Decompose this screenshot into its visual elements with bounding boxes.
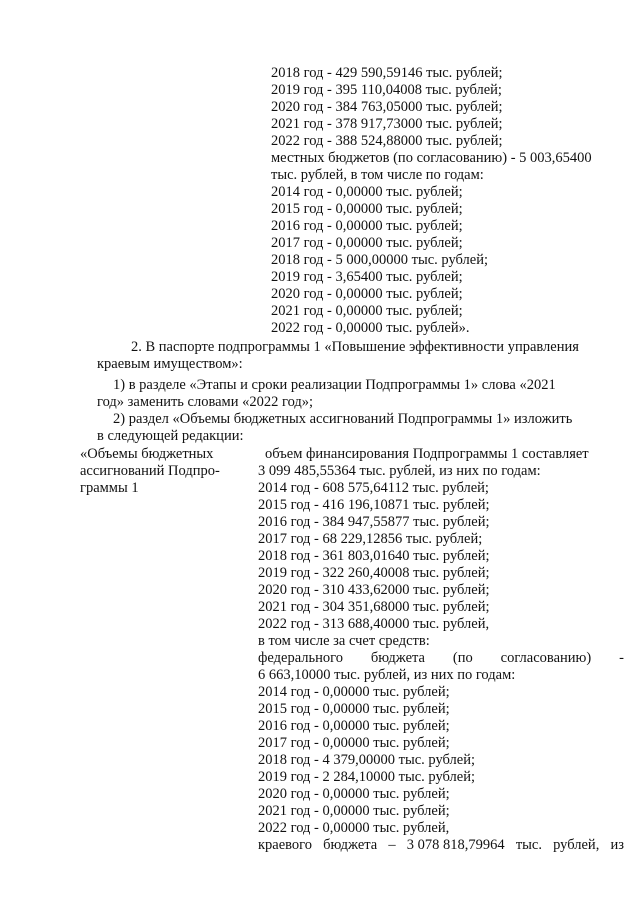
total-financing-line2: 3 099 485,55364 тыс. рублей, из них по годам: bbox=[258, 463, 541, 479]
regional-budget-line bbox=[258, 837, 624, 854]
local-year-line: 2020 год - 0,00000 тыс. рублей; bbox=[271, 286, 463, 302]
table-label-line: «Объемы бюджетных bbox=[80, 446, 214, 462]
federal-year-line: 2015 год - 0,00000 тыс. рублей; bbox=[258, 701, 450, 717]
local-year-line: 2022 год - 0,00000 тыс. рублей». bbox=[271, 320, 470, 336]
sources-intro: в том числе за счет средств: bbox=[258, 633, 430, 649]
total-year-line: 2015 год - 416 196,10871 тыс. рублей; bbox=[258, 497, 490, 513]
local-year-line: 2019 год - 3,65400 тыс. рублей; bbox=[271, 269, 463, 285]
local-year-line: 2015 год - 0,00000 тыс. рублей; bbox=[271, 201, 463, 217]
item2-paragraph-line1: 2. В паспорте подпрограммы 1 «Повышение эффективности управления bbox=[131, 339, 579, 355]
local-budget-subheading: тыс. рублей, в том числе по годам: bbox=[271, 167, 484, 183]
total-year-line: 2020 год - 310 433,62000 тыс. рублей; bbox=[258, 582, 490, 598]
total-year-line: 2017 год - 68 229,12856 тыс. рублей; bbox=[258, 531, 483, 547]
regional-word: – bbox=[388, 837, 396, 853]
item2-sub2-line2: в следующей редакции: bbox=[97, 428, 244, 444]
federal-year-line: 2021 год - 0,00000 тыс. рублей; bbox=[258, 803, 450, 819]
total-year-line: 2021 год - 304 351,68000 тыс. рублей; bbox=[258, 599, 490, 615]
total-year-line: 2014 год - 608 575,64112 тыс. рублей; bbox=[258, 480, 489, 496]
federal-word: - bbox=[619, 650, 624, 666]
federal-year-line: 2016 год - 0,00000 тыс. рублей; bbox=[258, 718, 450, 734]
item2-sub1-line1: 1) в разделе «Этапы и сроки реализации Подпрограммы 1» слова «2021 bbox=[113, 377, 556, 393]
local-budget-heading: местных бюджетов (по согласованию) - 5 003,65400 bbox=[271, 150, 592, 166]
table-label-cell bbox=[80, 446, 250, 497]
regional-year-2021: 2021 год - 378 917,73000 тыс. рублей; bbox=[271, 116, 503, 132]
regional-word: 3 078 818,79964 bbox=[406, 837, 505, 853]
regional-word: рублей, bbox=[553, 837, 600, 853]
local-year-line: 2018 год - 5 000,00000 тыс. рублей; bbox=[271, 252, 488, 268]
total-year-line: 2018 год - 361 803,01640 тыс. рублей; bbox=[258, 548, 490, 564]
federal-word: федерального bbox=[258, 650, 343, 666]
table-label-line: ассигнований Подпро- bbox=[80, 463, 220, 479]
federal-budget-line2: 6 663,10000 тыс. рублей, из них по годам: bbox=[258, 667, 516, 683]
regional-year-2018: 2018 год - 429 590,59146 тыс. рублей; bbox=[271, 65, 503, 81]
federal-word: согласованию) bbox=[500, 650, 592, 666]
regional-year-2022: 2022 год - 388 524,88000 тыс. рублей; bbox=[271, 133, 503, 149]
federal-year-line: 2019 год - 2 284,10000 тыс. рублей; bbox=[258, 769, 475, 785]
local-year-line: 2016 год - 0,00000 тыс. рублей; bbox=[271, 218, 463, 234]
regional-word: тыс. bbox=[515, 837, 542, 853]
federal-word: (по bbox=[452, 650, 473, 666]
regional-word: краевого bbox=[258, 837, 312, 853]
local-year-line: 2017 год - 0,00000 тыс. рублей; bbox=[271, 235, 463, 251]
federal-year-line: 2018 год - 4 379,00000 тыс. рублей; bbox=[258, 752, 475, 768]
federal-budget-line1 bbox=[258, 650, 624, 667]
item2-sub2-line1: 2) раздел «Объемы бюджетных ассигнований Подпрограммы 1» изложить bbox=[113, 411, 573, 427]
total-financing-line1: объем финансирования Подпрограммы 1 составляет bbox=[265, 446, 589, 462]
total-year-line: 2022 год - 313 688,40000 тыс. рублей, bbox=[258, 616, 490, 632]
federal-year-line: 2020 год - 0,00000 тыс. рублей; bbox=[258, 786, 450, 802]
total-year-line: 2019 год - 322 260,40008 тыс. рублей; bbox=[258, 565, 490, 581]
item2-paragraph-line2: краевым имуществом»: bbox=[97, 356, 243, 372]
regional-word: бюджета bbox=[323, 837, 378, 853]
item2-sub1-line2: год» заменить словами «2022 год»; bbox=[97, 394, 314, 410]
federal-word: бюджета bbox=[370, 650, 425, 666]
table-label-line: граммы 1 bbox=[80, 480, 139, 496]
total-year-line: 2016 год - 384 947,55877 тыс. рублей; bbox=[258, 514, 490, 530]
local-year-line: 2014 год - 0,00000 тыс. рублей; bbox=[271, 184, 463, 200]
federal-year-line: 2017 год - 0,00000 тыс. рублей; bbox=[258, 735, 450, 751]
regional-word: из bbox=[610, 837, 624, 853]
regional-year-2020: 2020 год - 384 763,05000 тыс. рублей; bbox=[271, 99, 503, 115]
regional-year-2019: 2019 год - 395 110,04008 тыс. рублей; bbox=[271, 82, 502, 98]
federal-year-line: 2014 год - 0,00000 тыс. рублей; bbox=[258, 684, 450, 700]
federal-year-line: 2022 год - 0,00000 тыс. рублей, bbox=[258, 820, 450, 836]
local-year-line: 2021 год - 0,00000 тыс. рублей; bbox=[271, 303, 463, 319]
